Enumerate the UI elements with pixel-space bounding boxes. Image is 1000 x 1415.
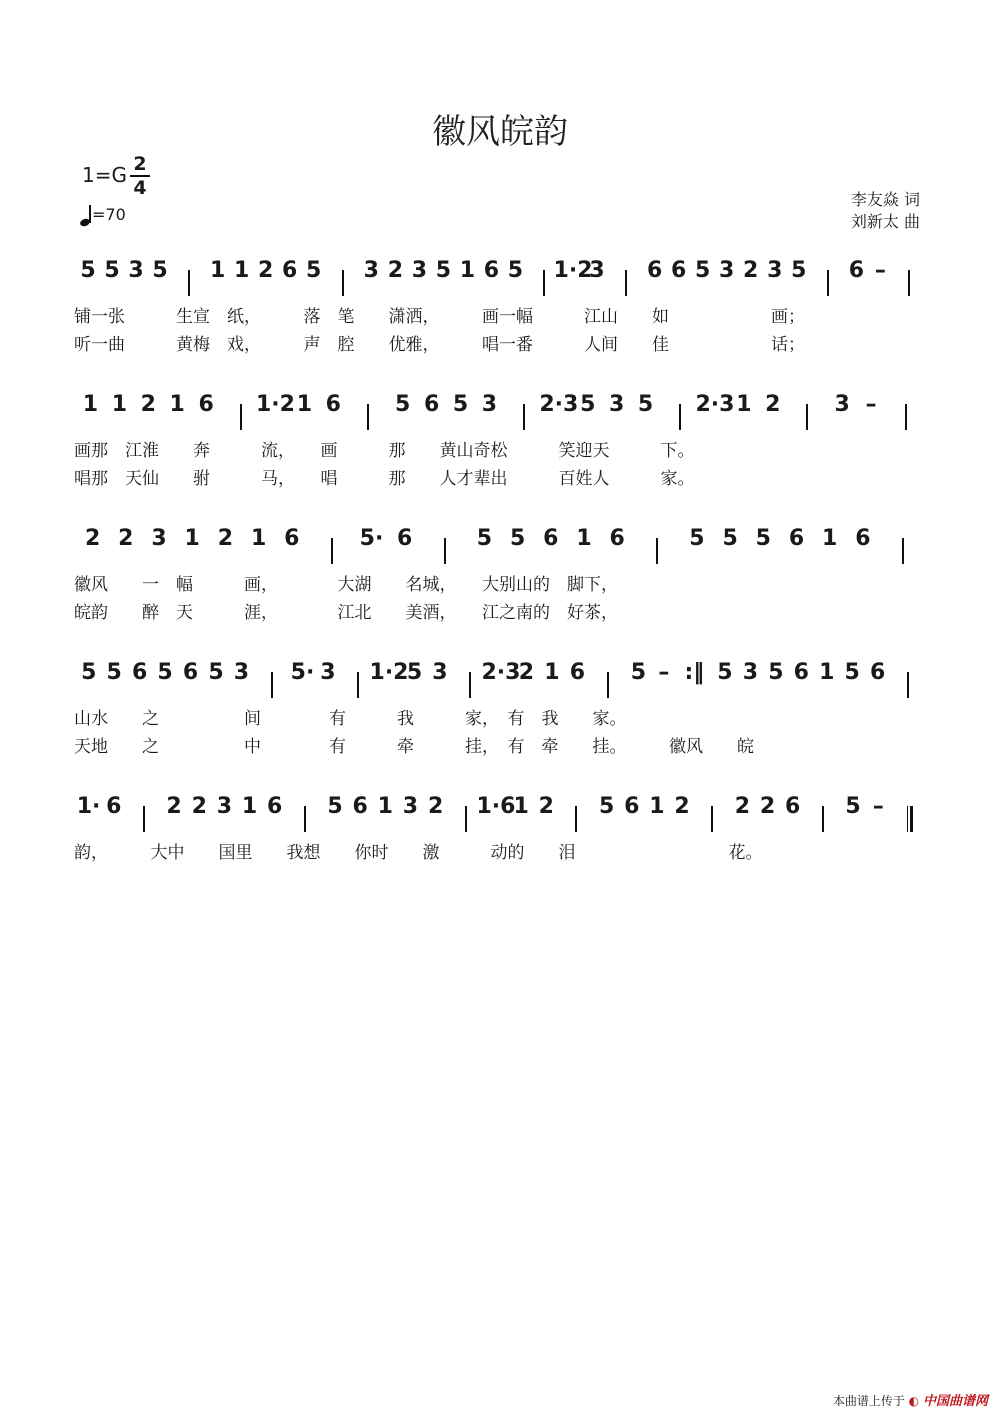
bar-line <box>357 672 359 698</box>
dotted-note-pair: 2·3 <box>539 392 579 417</box>
dotted-note-pair: 5· <box>359 526 384 551</box>
note: 5 <box>768 660 784 685</box>
bar-line <box>822 806 824 832</box>
note: 6 <box>869 660 886 685</box>
dash-note: – <box>865 392 877 417</box>
dotted-note-pair: 1·2 <box>369 660 409 685</box>
note: 5 <box>755 526 771 551</box>
bar-line <box>827 270 829 296</box>
note: 1 <box>459 258 476 283</box>
note: 6 <box>785 794 801 819</box>
note: 1 <box>649 794 665 819</box>
note: 1 <box>296 392 313 417</box>
bar-line <box>523 404 525 430</box>
note: 1 <box>819 660 835 685</box>
note: 2 <box>743 258 759 283</box>
note: 5 <box>717 660 733 685</box>
note: 1 <box>210 258 226 283</box>
bar-line <box>444 538 446 564</box>
bar-line <box>656 538 658 564</box>
note: 2 <box>674 794 690 819</box>
note: 2 <box>538 794 554 819</box>
lyricist-credit: 李友焱 词 <box>850 190 920 209</box>
note: 1 <box>234 258 250 283</box>
note: 5 <box>580 392 596 417</box>
brand-logo-icon: ◐ <box>908 1394 920 1408</box>
note: 6 <box>182 660 199 685</box>
note: 6 <box>284 526 300 551</box>
note: 5 <box>689 526 705 551</box>
bar-line <box>469 672 471 698</box>
lyric-verse-2: 天地 之 中 有 牵 挂， 有 牵 挂。 徽风 皖 <box>74 737 754 757</box>
footer-watermark <box>833 1390 988 1409</box>
dash-note: – <box>874 258 886 283</box>
note: 5 <box>791 258 807 283</box>
note: 3 <box>411 258 428 283</box>
note: 5 <box>106 660 122 685</box>
dotted-note-pair: 1·6 <box>476 794 516 819</box>
footer-prefix: 本曲谱上传于 <box>832 1394 905 1408</box>
lyric-verse-2: 唱那 天仙 驸 马， 唱 那 人才辈出 百姓人 家。 <box>74 469 695 489</box>
note: 6 <box>793 660 809 685</box>
bar-line <box>304 806 306 832</box>
lyric-verse-2: 听一曲 黄梅 戏， 声 腔 优雅， 唱一番 人间 佳 话； <box>74 335 805 355</box>
dotted-note-pair: 2·3 <box>481 660 521 685</box>
note: 6 <box>647 258 663 283</box>
dotted-note-pair: 2·3 <box>695 392 735 417</box>
note: 1 <box>513 794 529 819</box>
note: 5 <box>80 258 96 283</box>
note: 5 <box>844 660 860 685</box>
bar-line <box>240 404 242 430</box>
note: 3 <box>834 392 850 417</box>
bar-line <box>367 404 369 430</box>
note: 3 <box>233 660 250 685</box>
note: 6 <box>325 392 341 417</box>
bar-line <box>271 672 273 698</box>
note: 3 <box>767 258 783 283</box>
note: 3 <box>128 258 144 283</box>
lyric-verse-2: 皖韵 醉 天 涯， 江北 美酒， 江之南的 好茶， <box>74 603 618 623</box>
dotted-note-pair: 1·2 <box>553 258 593 283</box>
note: 5 <box>306 258 322 283</box>
note: 2 <box>217 526 234 551</box>
note: 5 <box>507 258 524 283</box>
note: 3 <box>363 258 379 283</box>
note: 6 <box>671 258 687 283</box>
lyric-verse-1: 画那 江淮 奔 流， 画 那 黄山奇松 笑迎天 下。 <box>74 441 695 461</box>
note: 6 <box>131 660 148 685</box>
bar-line <box>188 270 190 296</box>
note: 3 <box>402 794 419 819</box>
note: 5 <box>406 660 423 685</box>
time-denominator: 4 <box>133 177 147 199</box>
note: 5 <box>152 258 168 283</box>
score-system-2 <box>0 382 1000 492</box>
note: 6 <box>855 526 871 551</box>
lyric-verse-1: 铺一张 生宣 纸， 落 笔 潇洒， 画一幅 江山 如 画； <box>74 307 805 327</box>
notation-line <box>0 516 1000 568</box>
bar-line <box>331 538 333 564</box>
note: 6 <box>106 794 122 819</box>
note: 3 <box>589 258 605 283</box>
note: 1 <box>544 660 560 685</box>
score-system-5 <box>0 784 1000 864</box>
note: 5 <box>630 660 647 685</box>
bar-line <box>908 270 910 296</box>
bar-line <box>575 806 577 832</box>
note: 5 <box>104 258 120 283</box>
note: 6 <box>543 526 559 551</box>
note: 3 <box>151 526 167 551</box>
bar-line <box>465 806 467 832</box>
note: 3 <box>432 660 448 685</box>
bar-line <box>543 270 545 296</box>
note: 1 <box>736 392 752 417</box>
note: 5 <box>452 392 469 417</box>
note: 5 <box>208 660 224 685</box>
note: 2 <box>387 258 403 283</box>
bar-line <box>679 404 681 430</box>
bar-line <box>625 270 627 296</box>
note: 2 <box>84 526 101 551</box>
score-system-1 <box>0 248 1000 358</box>
note: 1 <box>377 794 393 819</box>
note: 5 <box>476 526 493 551</box>
bar-line <box>806 404 808 430</box>
notation-line <box>0 784 1000 836</box>
note: 5 <box>845 794 861 819</box>
note: 1 <box>241 794 258 819</box>
composer-credit: 刘新太 曲 <box>850 212 920 231</box>
note: 3 <box>742 660 759 685</box>
notation-line <box>0 382 1000 434</box>
note: 5 <box>157 660 173 685</box>
bar-line <box>902 538 904 564</box>
notation-line <box>0 650 1000 702</box>
lyric-verse-1: 韵， 大中 国里 我想 你时 激 动的 泪 花。 <box>74 843 763 863</box>
bar-line <box>907 806 913 832</box>
note: 1 <box>111 392 128 417</box>
note: 5 <box>695 258 711 283</box>
bar-line <box>342 270 344 296</box>
note: 2 <box>140 392 156 417</box>
note: 5 <box>722 526 738 551</box>
note: 6 <box>198 392 214 417</box>
footer-brand: 中国曲谱网 <box>922 1394 988 1409</box>
notation-line <box>0 248 1000 300</box>
note: 2 <box>765 392 781 417</box>
note: 3 <box>719 258 735 283</box>
note: 6 <box>569 660 585 685</box>
key-signature: 1=G <box>82 163 127 187</box>
note: 6 <box>267 794 283 819</box>
time-signature <box>130 154 150 198</box>
tempo-value: =70 <box>92 205 126 224</box>
note: 1 <box>184 526 200 551</box>
note: 3 <box>216 794 233 819</box>
note: 1 <box>250 526 267 551</box>
note: 5 <box>509 526 526 551</box>
note: 2 <box>518 660 535 685</box>
bar-line <box>143 806 145 832</box>
note: 5 <box>81 660 97 685</box>
note: 6 <box>848 258 865 283</box>
note: 2 <box>734 794 751 819</box>
note: 5 <box>598 794 615 819</box>
dotted-note-pair: 1· <box>76 794 101 819</box>
bar-line <box>907 672 909 698</box>
note: 5 <box>327 794 343 819</box>
quarter-note-icon <box>80 204 92 226</box>
note: 6 <box>624 794 640 819</box>
note: 3 <box>320 660 336 685</box>
note: 1 <box>576 526 592 551</box>
note: 6 <box>423 392 440 417</box>
note: 2 <box>759 794 776 819</box>
note: 5 <box>637 392 654 417</box>
note: 2 <box>258 258 274 283</box>
note: 2 <box>191 794 207 819</box>
note: 6 <box>352 794 368 819</box>
score-system-4 <box>0 650 1000 760</box>
page-title: 徽风皖韵 <box>432 112 568 152</box>
note: 5 <box>435 258 452 283</box>
time-numerator: 2 <box>133 153 147 175</box>
note: 5 <box>395 392 411 417</box>
bar-line <box>905 404 907 430</box>
dash-note: – <box>872 794 884 819</box>
dotted-note-pair: 1·2 <box>255 392 295 417</box>
note: 6 <box>397 526 413 551</box>
note: 1 <box>169 392 185 417</box>
lyric-verse-1: 山水 之 间 有 我 家， 有 我 家。 <box>74 709 627 729</box>
lyric-verse-1: 徽风 一 幅 画， 大湖 名城， 大别山的 脚下， <box>74 575 618 595</box>
bar-line <box>607 672 609 698</box>
score-system-3 <box>0 516 1000 626</box>
note: 6 <box>788 526 805 551</box>
note: 3 <box>481 392 498 417</box>
note: 2 <box>427 794 444 819</box>
note: 1 <box>82 392 99 417</box>
note: 6 <box>483 258 500 283</box>
note: 6 <box>282 258 298 283</box>
tempo-marking <box>80 204 126 226</box>
note: 6 <box>609 526 625 551</box>
note: :‖ <box>684 660 705 685</box>
note: 1 <box>822 526 838 551</box>
note: 2 <box>118 526 134 551</box>
bar-line <box>711 806 713 832</box>
note: 2 <box>166 794 182 819</box>
note: 3 <box>608 392 625 417</box>
dash-note: – <box>658 660 670 685</box>
dotted-note-pair: 5· <box>290 660 315 685</box>
